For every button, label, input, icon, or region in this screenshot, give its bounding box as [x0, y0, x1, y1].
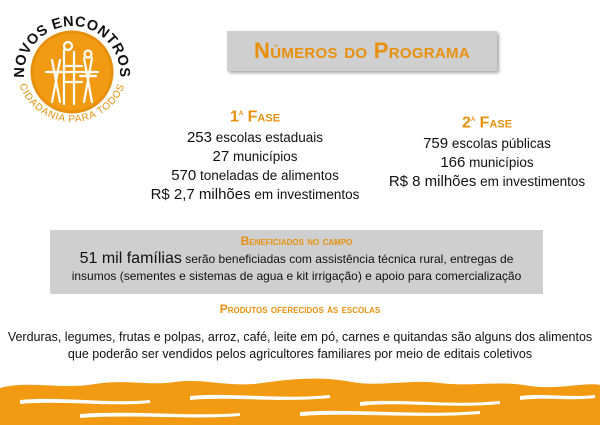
phase-2-municipios	[376, 153, 598, 172]
phase-2-municipios-num: 166	[440, 154, 466, 172]
novos-encontros-logo-icon	[2, 2, 142, 142]
logo-name-bottom: CIDADANIA PARA TODOS	[16, 81, 128, 126]
page-title: Números do Programa	[254, 38, 470, 63]
phase-1-word: Fase	[243, 108, 281, 126]
phase-2-ordinal: a	[470, 113, 476, 123]
produtos-title: Produtos oferecidos às escolas	[219, 302, 381, 316]
phase-2-section	[376, 108, 598, 191]
phase-1-toneladas	[148, 166, 362, 185]
produtos-section	[6, 302, 594, 363]
phase-1-municipios-num: 27	[212, 148, 230, 166]
phase-1-municipios-label: municípios	[229, 149, 298, 165]
phase-1-title	[148, 102, 362, 127]
phase-1-escolas-label: escolas estaduais	[211, 130, 324, 146]
phase-1-invest-num: R$ 2,7 milhões	[150, 186, 251, 204]
phase-1-escolas-num: 253	[186, 129, 212, 147]
phase-2-investimentos	[376, 172, 598, 191]
phase-2-title	[376, 108, 598, 133]
beneficiados-text	[50, 249, 543, 285]
phase-1-ordinal: a	[238, 107, 244, 117]
phase-1-number: 1	[229, 108, 239, 126]
phase-2-escolas-num: 759	[423, 135, 449, 153]
logo-name-top: NOVOS ENCONTROS	[11, 13, 133, 78]
beneficiados-highlight: 51 mil famílias	[79, 250, 182, 267]
phase-2-invest-label: em investimentos	[476, 174, 586, 190]
phase-2-escolas	[376, 134, 598, 153]
phase-2-escolas-label: escolas públicas	[448, 136, 551, 152]
program-logo	[2, 2, 142, 142]
phase-1-investimentos	[148, 185, 362, 204]
phase-2-municipios-label: municípios	[465, 155, 534, 171]
produtos-text: Verduras, legumes, frutas e polpas, arroz, café, leite em pó, carnes e quitandas são alguns dos alimentos que poderão ser vendidos pelos agricultores familiares por meio de editais coletivos	[7, 330, 593, 361]
decorative-footer	[0, 370, 600, 425]
beneficiados-box	[50, 230, 543, 294]
phase-1-section	[148, 102, 362, 204]
phase-1-municipios	[148, 147, 362, 166]
phase-1-toneladas-num: 570	[171, 167, 197, 185]
phase-1-escolas	[148, 128, 362, 147]
orange-brushstroke-icon	[0, 370, 600, 425]
phase-2-number: 2	[461, 114, 471, 132]
beneficiados-title: Beneficiados no campo	[240, 234, 353, 248]
phase-1-toneladas-label: toneladas de alimentos	[196, 168, 339, 184]
phase-2-word: Fase	[475, 114, 513, 132]
phase-1-invest-label: em investimentos	[250, 187, 360, 203]
phase-2-invest-num: R$ 8 milhões	[388, 173, 477, 191]
beneficiados-description: serão beneficiadas com assistência técnica rural, entregas de insumos (sementes e sistemas de agua e kit irrigação) e apoio para comercialização	[71, 252, 522, 283]
title-banner	[227, 31, 497, 71]
